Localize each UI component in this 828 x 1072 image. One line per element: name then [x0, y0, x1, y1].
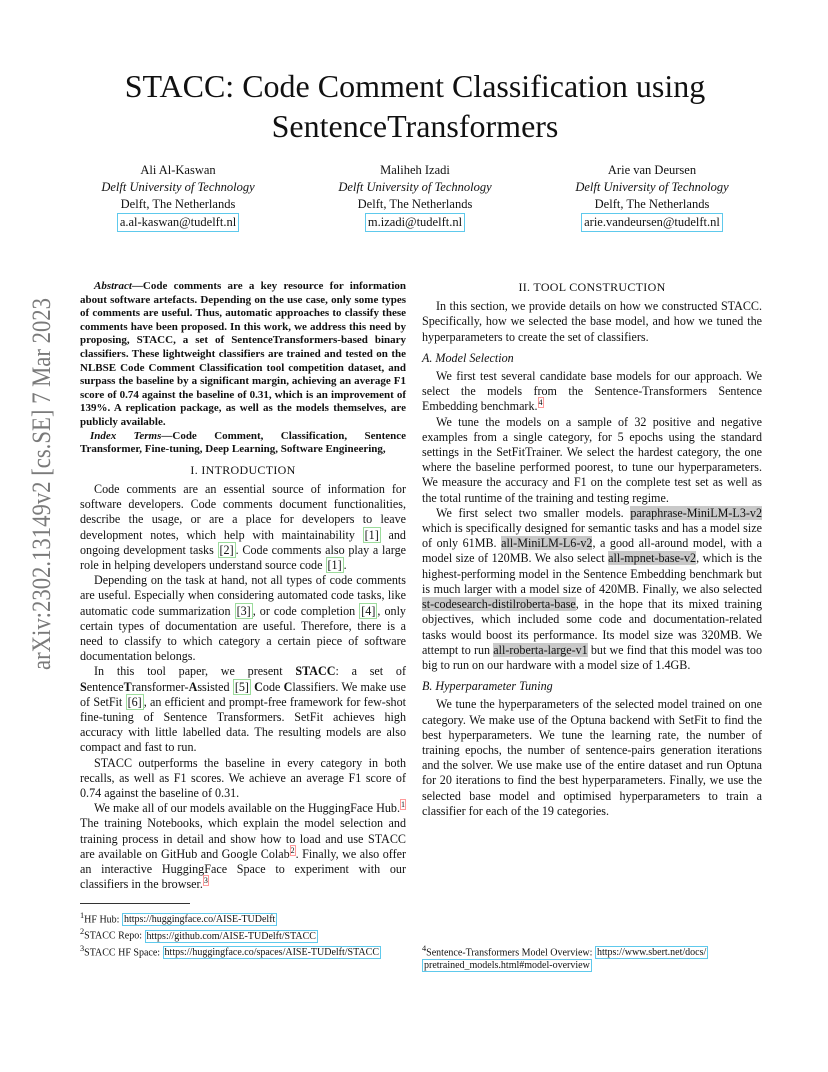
footnote-divider [80, 903, 190, 904]
author-affiliation: Delft University of Technology [101, 180, 255, 194]
author-block [60, 162, 770, 232]
text-run: , a good all-around model, with a model size of 120MB. We also select [422, 536, 762, 566]
author-name: Ali Al-Kaswan [140, 163, 216, 177]
intro-paragraph-1 [80, 482, 406, 573]
model-name-highlight: all-MiniLM-L6-v2 [501, 536, 593, 551]
model-selection-paragraph-3 [422, 506, 762, 673]
intro-paragraph-3 [80, 664, 406, 755]
acronym-letter: A [188, 679, 198, 694]
footnote-4 [422, 942, 762, 972]
author-location: Delft, The Netherlands [120, 197, 236, 211]
footnote-ref[interactable]: 2 [290, 845, 295, 855]
index-terms-text: —Code Comment, Classification, Sentence Transformer, Fine-tuning, Deep Learning, Software Engineering, [80, 429, 406, 456]
footnote-number: 1 [80, 910, 85, 920]
intro-paragraph-5 [80, 801, 406, 892]
text-run: ransformer- [131, 679, 189, 694]
text-run: which is specifically designed for semantic tasks and has a model size of only 61MB. [422, 521, 762, 551]
model-selection-paragraph-2: We tune the models on a sample of 32 positive and negative examples from a single category, for 5 epochs using the standard settings in the SetFitTrainer. We select the hardest category, the one where the baseline performed poorest, to tune our hyperparameters. We measure the accuracy and F1 on the complete test set as well as the total runtime of the training and testing regime. [422, 414, 762, 505]
footnote-ref[interactable]: 3 [203, 876, 208, 886]
left-column [80, 280, 406, 960]
subsection-heading-model-selection: A. Model Selection [422, 350, 514, 365]
text-run: lassifiers. We make use of SetFit [80, 679, 406, 709]
text-run: . [343, 557, 347, 572]
footnote-link-continued[interactable]: pretrained_models.html#model-overview [424, 960, 590, 972]
model-name-highlight: all-mpnet-base-v2 [608, 551, 697, 566]
acronym-letter: T [123, 679, 132, 694]
text-run: , or code completion [252, 603, 360, 618]
text-run: , in the hope that its mixed training objectives, which included some code and documentation-related tasks would boost its performance. Its model size was 320MB. We attempt to run [422, 597, 762, 657]
author-email-link[interactable]: a.al-kaswan@tudelft.nl [117, 213, 239, 232]
footnote-3 [80, 943, 406, 960]
index-terms-label: Index Terms [90, 429, 162, 442]
text-run: . Finally, we also offer an interactive HuggingFace Space to experiment with our classifiers in the browser. [80, 846, 406, 892]
author-2 [297, 162, 533, 232]
title-line-2: SentenceTransformers [271, 108, 559, 144]
author-name: Maliheh Izadi [380, 163, 450, 177]
tool-name: STACC [295, 664, 336, 679]
citation-link[interactable]: [1] [327, 557, 342, 572]
author-location: Delft, The Netherlands [357, 197, 473, 211]
footnote-number: 2 [80, 927, 85, 937]
text-run: Depending on the task at hand, not all types of code comments are useful. Especially when considering automated code tasks, like automatic code summarization [80, 573, 406, 618]
author-3 [534, 162, 770, 232]
author-location: Delft, The Netherlands [594, 197, 710, 211]
acronym-letter: C [283, 679, 293, 694]
author-affiliation: Delft University of Technology [338, 180, 492, 194]
index-terms [80, 430, 406, 457]
footnote-label: Sentence-Transformers Model Overview: [426, 947, 595, 959]
intro-paragraph-4: STACC outperforms the baseline in every category in both recalls, as well as F1 scores. We achieve an average F1 score of 0.74 against the baseline of 0.31. [80, 755, 406, 800]
text-run: and ongoing development tasks [80, 527, 406, 557]
text-run: , which is the highest-performing model in the Sentence Embedding benchmark but is much larger with a model size of 420MB. Finally, we also selected [422, 551, 762, 596]
citation-link[interactable]: [5] [234, 679, 249, 694]
text-run: We first test several candidate base models for our approach. We select the models from the Sentence-Transformers Sentence Embedding benchmark. [422, 369, 762, 414]
footnote-number: 4 [422, 944, 427, 953]
footnote-link[interactable]: https://www.sbert.net/docs/ [596, 947, 707, 959]
model-name-highlight: all-roberta-large-v1 [493, 642, 588, 657]
acronym-letter: S [80, 679, 87, 694]
footnote-label: STACC HF Space: [84, 947, 163, 959]
subsection-heading-hyperparameter-tuning: B. Hyperparameter Tuning [422, 679, 553, 694]
footnote-ref[interactable]: 4 [538, 398, 543, 408]
text-run: ssisted [197, 679, 233, 694]
footnote-link[interactable]: https://github.com/AISE-TUDelft/STACC [146, 930, 316, 942]
section-heading-introduction: I. INTRODUCTION [190, 462, 296, 477]
title-line-1: STACC: Code Comment Classification using [124, 68, 706, 104]
footnote-link[interactable]: https://huggingface.co/AISE-TUDelft [123, 913, 276, 925]
model-name-highlight: st-codesearch-distilroberta-base [422, 597, 576, 612]
footnote-link[interactable]: https://huggingface.co/spaces/AISE-TUDelft/STACC [164, 947, 379, 959]
citation-link[interactable]: [3] [236, 603, 251, 618]
text-run: In this tool paper, we present [94, 664, 296, 679]
section-heading-tool-construction: II. TOOL CONSTRUCTION [518, 280, 666, 294]
text-run: Code comments are an essential source of information for software developers. Code comments document functionalities, describe the usage, or are a place for developers to leave development notes, which help with maintainability [80, 481, 406, 542]
text-run: We make all of our models available on the HuggingFace Hub. [94, 801, 400, 816]
citation-link[interactable]: [4] [361, 603, 376, 618]
text-run: : a set of [335, 664, 406, 679]
author-1 [60, 162, 296, 232]
citation-link[interactable]: [2] [219, 542, 234, 557]
text-run: ode [262, 679, 284, 694]
footnote-2 [80, 926, 406, 943]
author-email-link[interactable]: m.izadi@tudelft.nl [365, 213, 465, 232]
footnote-ref[interactable]: 1 [401, 800, 405, 810]
author-name: Arie van Deursen [607, 163, 697, 177]
citation-link[interactable]: [1] [364, 527, 379, 542]
text-run: , only certain types of documentation are useful. Therefore, there is a need to classify to which category a certain piece of software documentation belongs. [80, 603, 406, 664]
footnote-number: 3 [80, 944, 85, 954]
footnote-label: STACC Repo: [84, 930, 145, 942]
author-affiliation: Delft University of Technology [575, 180, 729, 194]
citation-link[interactable]: [6] [127, 694, 142, 709]
abstract [80, 280, 406, 430]
abstract-label: Abstract [94, 280, 132, 292]
abstract-text: —Code comments are a key resource for information about software artefacts. Depending on the use case, only some types of comments are useful. Thus, automatic approaches to classify these comments have been proposed. In this work, we address this need by proposing, STACC, a set of SentenceTransformers-based binary classifiers. These lightweight classifiers are trained and tested on the NLBSE Code Comment Classification tool competition dataset, and surpass the baseline by a significant margin, achieving an average F1 score of 0.74 against the baseline of 0.31, which is an improvement of 139%. A replication package, as well as the models themselves, are publicly available. [80, 280, 406, 428]
arxiv-id: arXiv:2302.13149v2 [cs.SE] 7 Mar 2023 [27, 243, 56, 670]
text-run: . Code comments also play a large role in helping developers understand source code [80, 542, 406, 572]
footnote-1 [80, 910, 406, 927]
text-run: but we find that this model was too big to run on our hardware with a model size of 1.4GB. [422, 642, 762, 672]
model-selection-paragraph-1 [422, 369, 762, 415]
arxiv-sidebar-stamp [18, 243, 58, 672]
text-run: The training Notebooks, which explain the model selection and training process in detail and show how to load and use STACC are available on GitHub and Google Colab [80, 816, 406, 861]
hyperparameter-paragraph: We tune the hyperparameters of the selected model trained on one category. We make use of the Optuna backend with SetFit to find the best hyperparameters. We tune the learning rate, the number of training epochs, the number of sentence-pairs generation iterations and the solver. We use make use of the entire dataset and run Optuna for 20 iterations to find the best hyperparameters. Finally, we use the selected base model and optimised hyperparameters to train a classifier for each of the 19 categories. [422, 697, 762, 818]
intro-paragraph-2 [80, 573, 406, 664]
paper-title [60, 66, 770, 146]
right-column [422, 280, 762, 819]
footnote-label: HF Hub: [84, 913, 122, 925]
text-run: , an efficient and prompt-free framework for few-shot fine-tuning of Sentence Transformers. SetFit achieves high accuracy with little labelled data. The resulting models are also compact and fast to run. [80, 694, 406, 755]
text-run: We first select two smaller models. [436, 505, 631, 520]
tool-intro-paragraph: In this section, we provide details on how we constructed STACC. Specifically, how we selected the base model, and how we tuned the hyperparameters to create the set of classifiers. [422, 299, 762, 344]
author-email-link[interactable]: arie.vandeursen@tudelft.nl [581, 213, 723, 232]
model-name-highlight: paraphrase-MiniLM-L3-v2 [630, 505, 762, 520]
acronym-letter: C [250, 679, 263, 694]
text-run: entence [86, 679, 124, 694]
